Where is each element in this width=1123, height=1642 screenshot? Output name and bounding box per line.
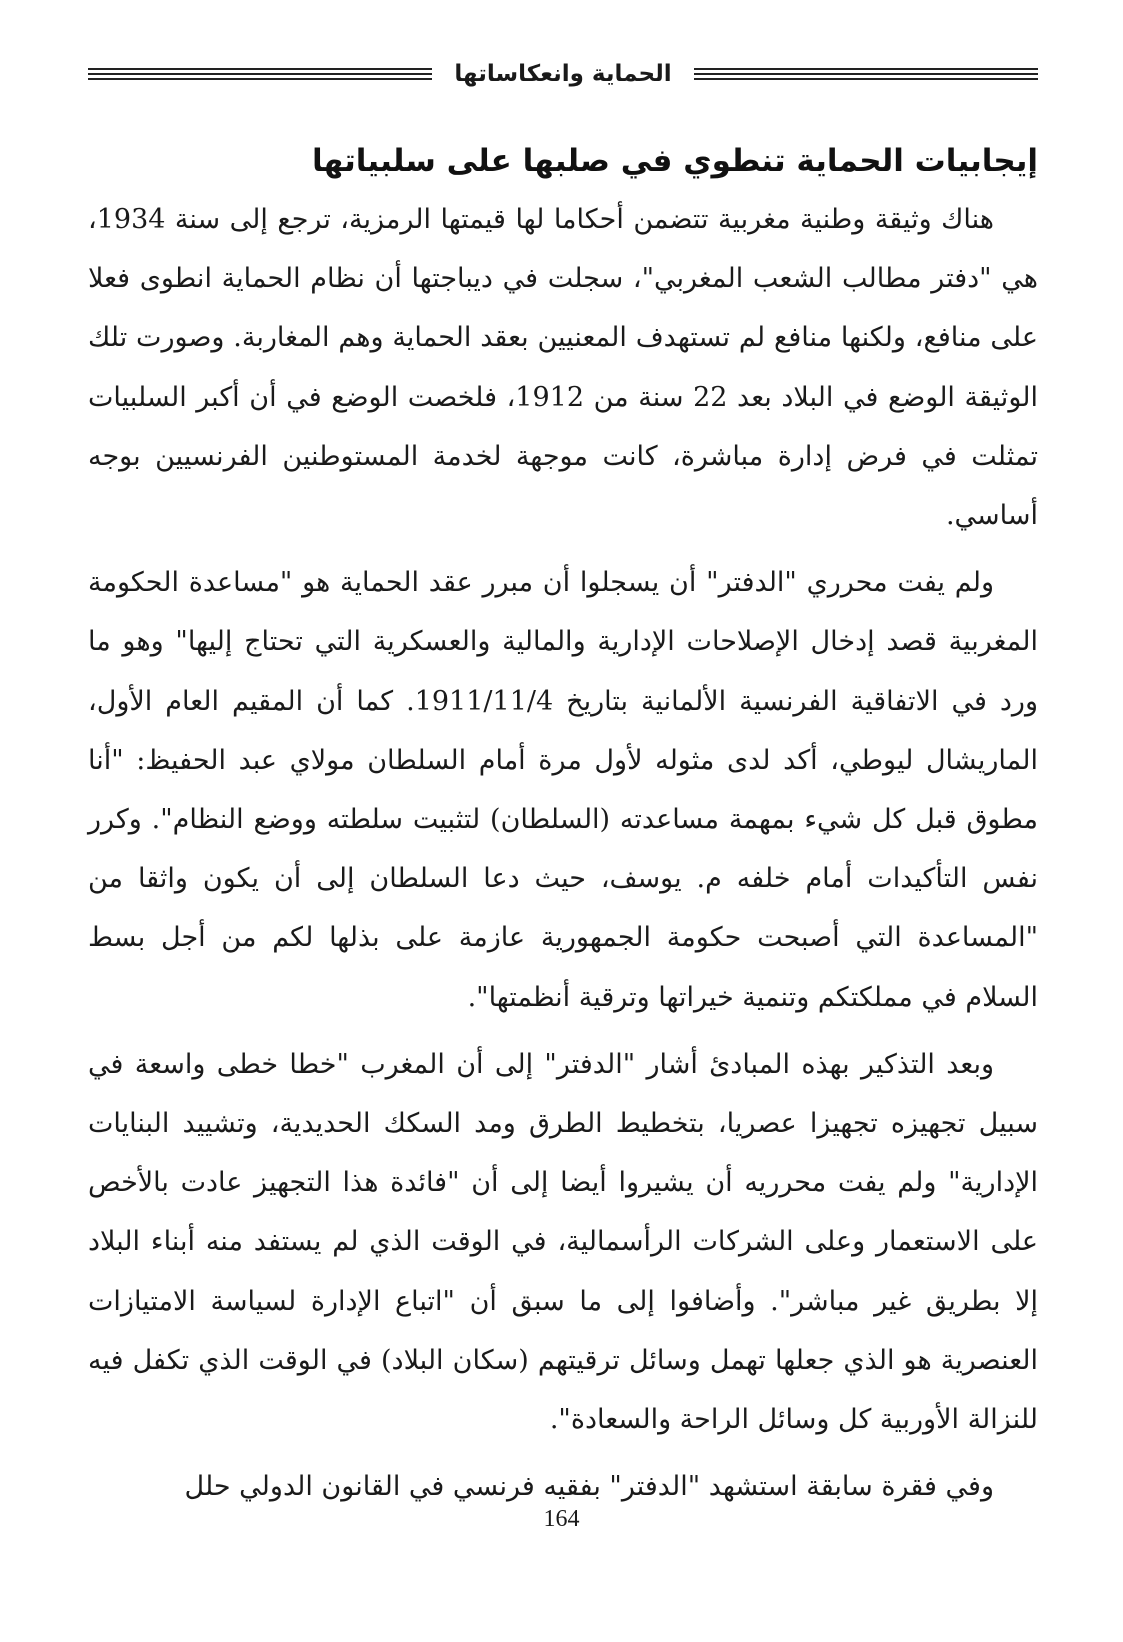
paragraph-1: هناك وثيقة وطنية مغربية تتضمن أحكاما لها قيمتها الرمزية، ترجع إلى سنة 1934، هي "دفتر مطالب الشعب المغربي"، سجلت في ديباجتها أن نظام الحماية انطوى فعلا على منافع، ولكنها منافع لم تستهدف المعنيين بعقد الحماية وهم المغاربة. وصورت تلك الوثيقة الوضع في البلاد بعد 22 سنة من 1912، فلخصت الوضع في أن أكبر السلبيات تمثلت في فرض إدارة مباشرة، كانت موجهة لخدمة المستوطنين الفرنسيين بوجه أساسي. (88, 204, 1038, 532)
paragraph-2: ولم يفت محرري "الدفتر" أن يسجلوا أن مبرر عقد الحماية هو "مساعدة الحكومة المغربية قصد إدخال الإصلاحات الإدارية والمالية والعسكرية التي تحتاج إليها" وهو ما ورد في الاتفاقية الفرنسية الألمانية بتاريخ 1911/11/4. كما أن المقيم العام الأول، الماريشال ليوطي، أكد لدى مثوله لأول مرة أمام السلطان مولاي عبد الحفيظ: "أنا مطوق قبل كل شيء بمهمة مساعدته (السلطان) لتثبيت سلطته ووضع النظام". وكرر نفس التأكيدات أمام خلفه م. يوسف، حيث دعا السلطان إلى أن يكون واثقا من "المساعدة التي أصبحت حكومة الجمهورية عازمة على بذلها لكم من أجل بسط السلام في مملكتكم وتنمية خيراتها وترقية أنظمتها". (88, 567, 1038, 1013)
page-content (88, 138, 1038, 1524)
page-number: 164 (543, 1506, 580, 1532)
header-rule-left (88, 68, 432, 80)
running-header (88, 56, 1038, 92)
header-rule-right (694, 68, 1038, 80)
paragraph-3: وبعد التذكير بهذه المبادئ أشار "الدفتر" إلى أن المغرب "خطا خطى واسعة في سبيل تجهيزه تجهيزا عصريا، بتخطيط الطرق ومد السكك الحديدية، وتشييد البنايات الإدارية" ولم يفت محرريه أن يشيروا أيضا إلى أن "فائدة هذا التجهيز عادت بالأخص على الاستعمار وعلى الشركات الرأسمالية، في الوقت الذي لم يستفد منه أبناء البلاد إلا بطريق غير مباشر". وأضافوا إلى ما سبق أن "اتباع الإدارة لسياسة الامتيازات العنصرية هو الذي جعلها تهمل وسائل ترقيتهم (سكان البلاد) في الوقت الذي تكفل فيه للنزالة الأوربية كل وسائل الراحة والسعادة". (88, 1048, 1038, 1436)
section-title: إيجابيات الحماية تنطوي في صلبها على سلبياتها (312, 143, 1038, 179)
running-title: الحماية وانعكاساتها (454, 61, 672, 87)
paragraph-4: وفي فقرة سابقة استشهد "الدفتر" بفقيه فرنسي في القانون الدولي حلل (184, 1471, 994, 1503)
